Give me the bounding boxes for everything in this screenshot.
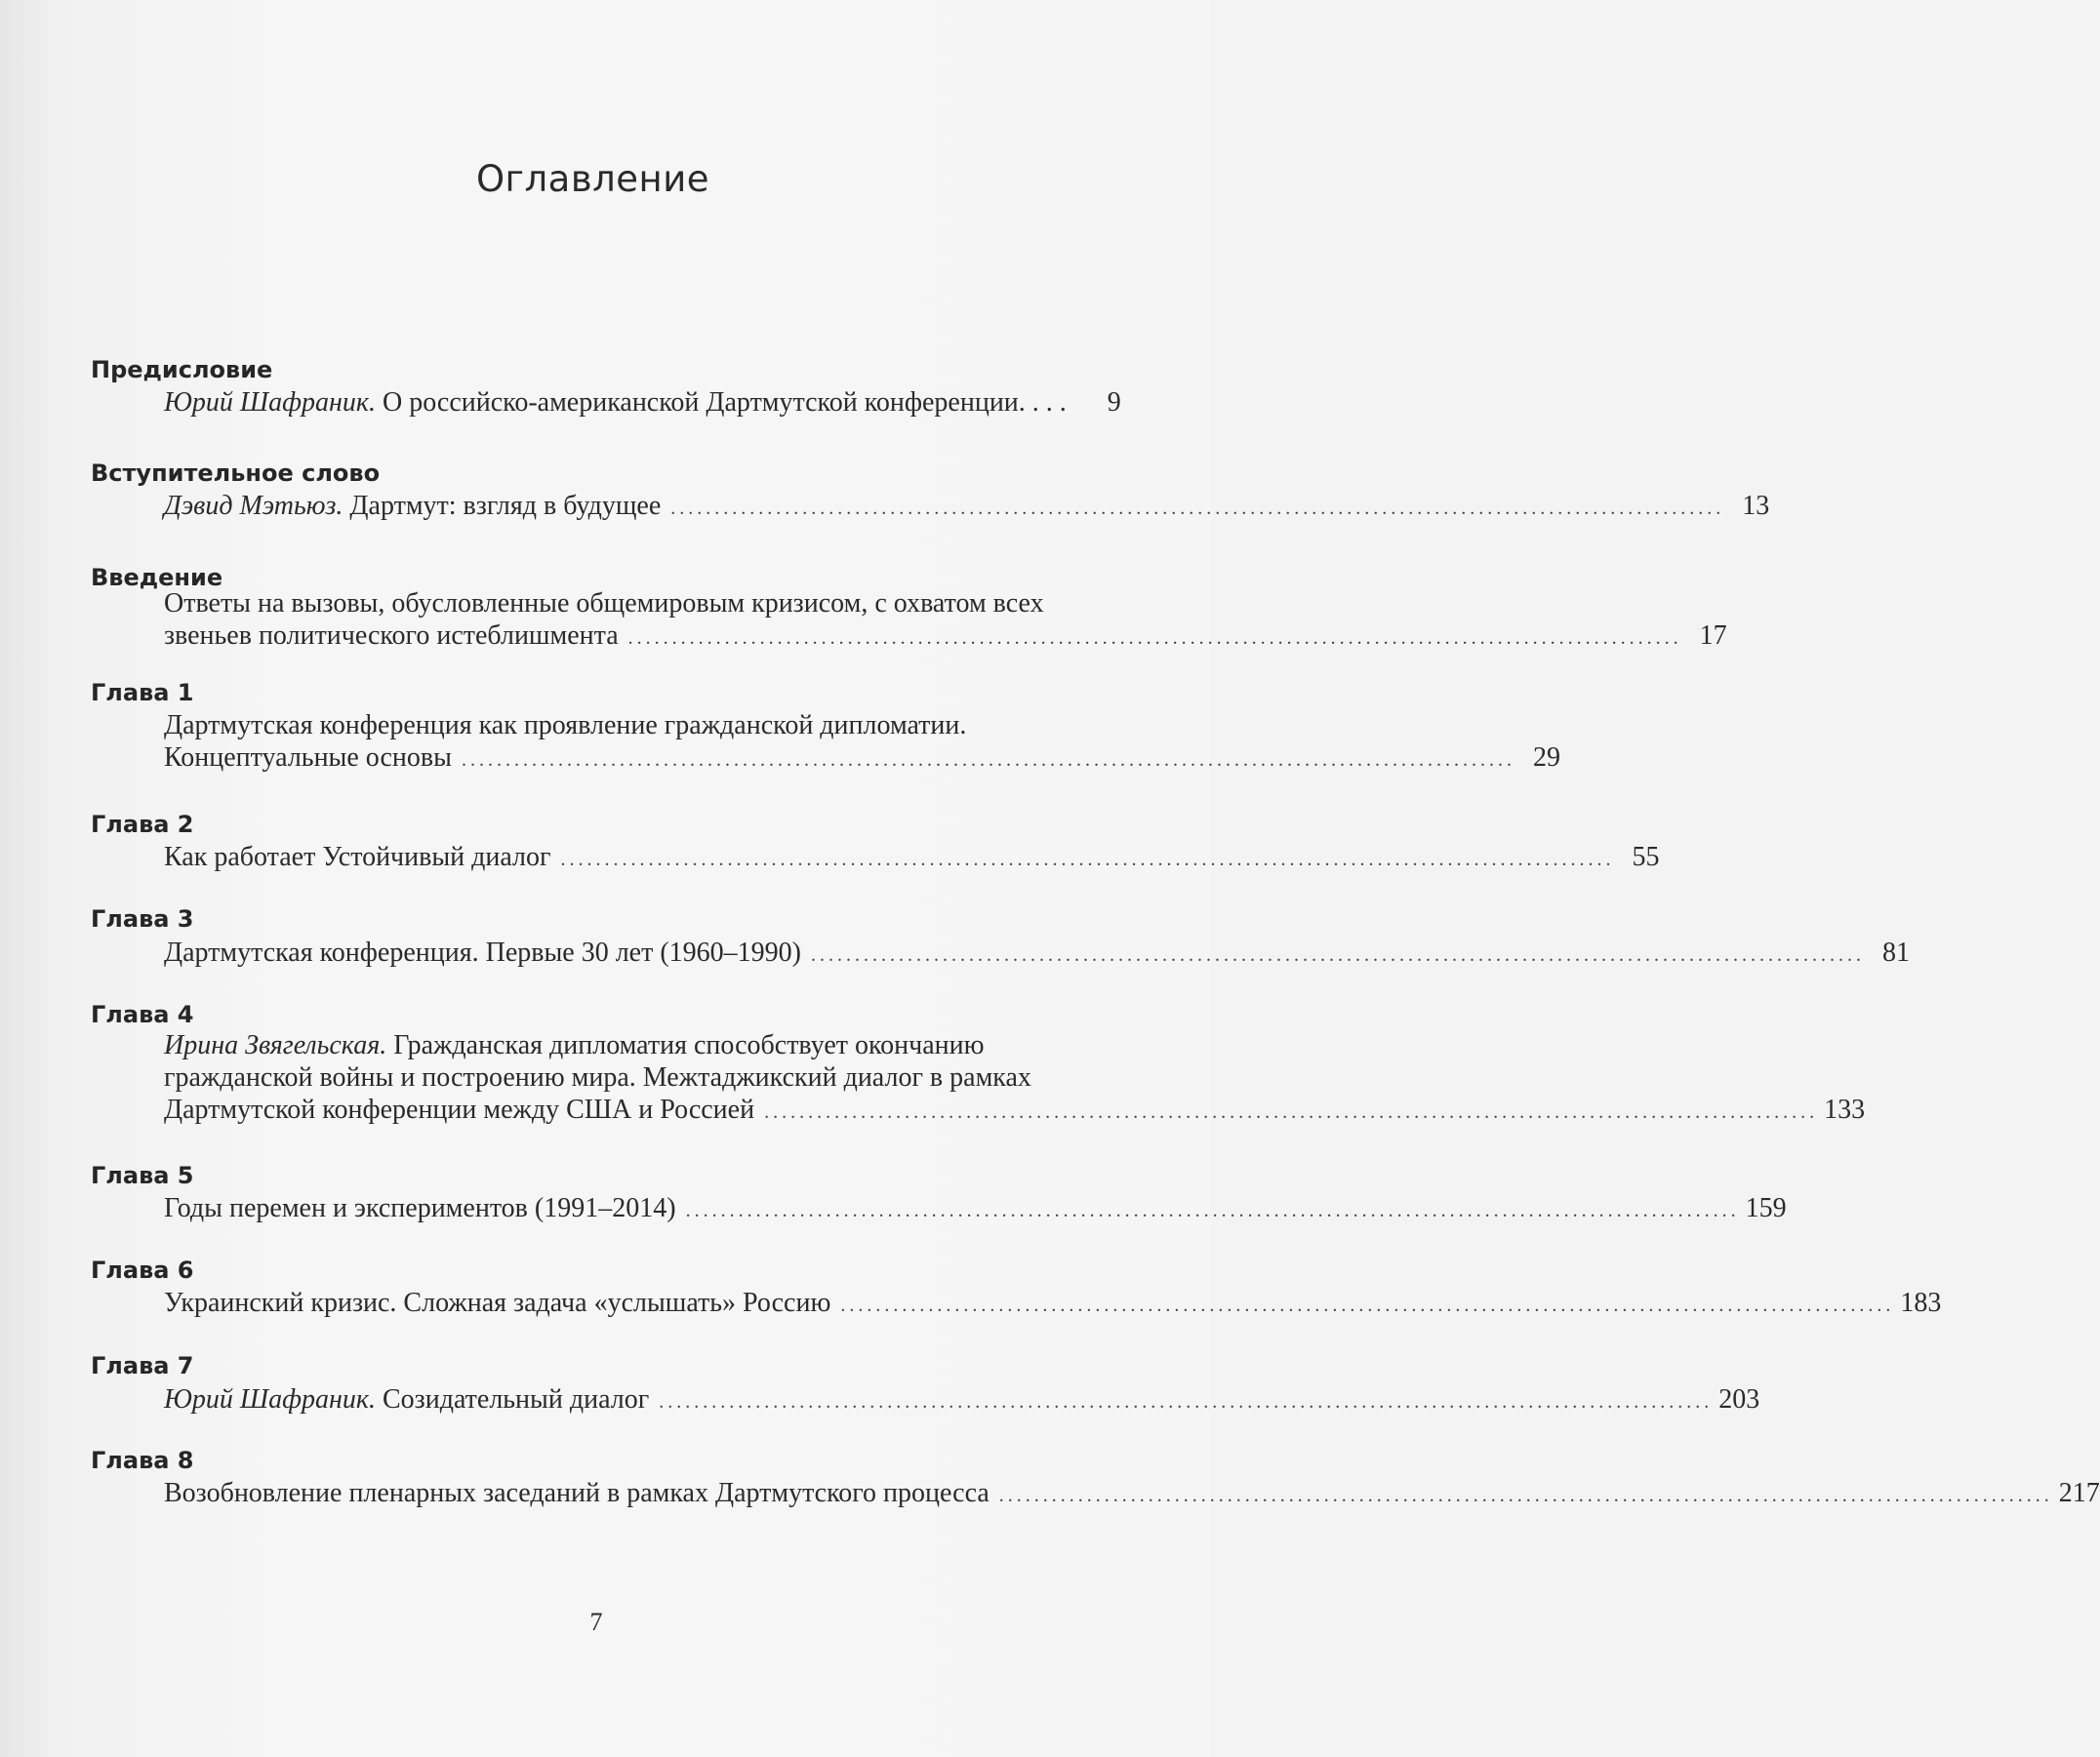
section-heading: Глава 2 [91, 811, 194, 838]
entry-title-line: Концептуальные основы [164, 742, 452, 773]
section-heading: Предисловие [91, 356, 273, 383]
dot-leader: ........................................................................................................................ [627, 627, 1682, 649]
section-heading: Вступительное слово [91, 459, 381, 487]
entry-title-line: гражданской войны и построению мира. Межтаджикский диалог в рамках [164, 1062, 1031, 1093]
toc-entry[interactable] [164, 386, 1121, 421]
entry-page-number: 81 [1882, 938, 1910, 968]
entry-page-number: 133 [1824, 1095, 1866, 1125]
dot-leader: ........................................................................................................................ [811, 944, 1865, 966]
entry-title-line: Как работает Устойчивый диалог [164, 842, 551, 872]
toc-entry[interactable] [164, 1029, 1866, 1129]
toc-entry[interactable] [164, 1192, 1787, 1227]
dot-leader: ........................................................................................................................ [998, 1485, 2053, 1506]
entry-title-line: Дартмутская конференция как проявление гражданской дипломатии. [164, 710, 967, 740]
section-heading: Глава 3 [91, 905, 194, 933]
entry-title-line: Возобновление пленарных заседаний в рамках Дартмутского процесса [164, 1478, 989, 1508]
page-title: Оглавление [475, 158, 710, 200]
toc-entry[interactable] [164, 1383, 1760, 1418]
entry-title-line: Гражданская дипломатия способствует окончанию [393, 1030, 985, 1060]
section-heading: Введение [91, 564, 223, 591]
entry-title-line: звеньев политического истеблишмента [164, 620, 619, 651]
entry-author: Юрий Шафраник. [164, 387, 376, 418]
toc-entry[interactable] [164, 841, 1660, 876]
entry-page-number: 13 [1742, 491, 1770, 521]
entry-page-number: 183 [1900, 1288, 1942, 1318]
toc-entry[interactable] [164, 587, 1727, 655]
entry-title-line: Дартмутская конференция. Первые 30 лет (1960–1990) [164, 938, 801, 968]
entry-title-line: Созидательный диалог [382, 1384, 650, 1415]
section-heading: Глава 1 [91, 679, 194, 706]
toc-entry[interactable] [164, 1477, 2100, 1512]
entry-title-line: Ответы на вызовы, обусловленные общемировым кризисом, с охватом всех [164, 588, 1044, 619]
entry-page-number: 29 [1532, 742, 1560, 773]
dot-leader: ........................................................................................................................ [461, 749, 1515, 771]
section-heading: Глава 6 [91, 1257, 194, 1284]
section-heading: Глава 8 [91, 1447, 194, 1474]
entry-page-number: 217 [2058, 1478, 2100, 1508]
toc-entry[interactable] [164, 709, 1560, 777]
dot-leader: ........................................................................................................................ [670, 498, 1725, 519]
page-number: 7 [589, 1608, 603, 1636]
entry-page-number: 159 [1745, 1193, 1787, 1223]
toc-entry[interactable] [164, 1287, 1942, 1322]
entry-author: Ирина Звягельская. [164, 1030, 387, 1060]
dot-leader: ........................................................................................................................ [659, 1391, 1714, 1413]
section-heading: Глава 7 [91, 1352, 194, 1379]
entry-page-number: 17 [1699, 620, 1727, 651]
entry-title-line: Дартмутской конференции между США и Россией [164, 1095, 755, 1125]
toc-entry[interactable] [164, 490, 1770, 525]
entry-title-line: О российско-американской Дартмутской конференции. . . . [382, 387, 1067, 418]
entry-author: Дэвид Мэтьюз. [164, 491, 343, 521]
section-heading: Глава 5 [91, 1162, 194, 1189]
toc-entry[interactable] [164, 937, 1910, 972]
dot-leader: ........................................................................................................................ [685, 1200, 1740, 1221]
entry-page-number: 55 [1632, 842, 1660, 872]
dot-leader: ........................................................................................................................ [560, 849, 1615, 870]
dot-leader: ........................................................................................................................ [764, 1101, 1819, 1123]
dot-leader: ........................................................................................................................ [840, 1295, 1895, 1316]
section-heading: Глава 4 [91, 1001, 194, 1028]
entry-page-number: 203 [1718, 1384, 1760, 1415]
entry-title-line: Дартмут: взгляд в будущее [349, 491, 662, 521]
entry-author: Юрий Шафраник. [164, 1384, 376, 1415]
entry-title-line: Годы перемен и экспериментов (1991–2014) [164, 1193, 676, 1223]
entry-title-line: Украинский кризис. Сложная задача «услышать» Россию [164, 1288, 831, 1318]
entry-page-number: 9 [1107, 387, 1121, 418]
